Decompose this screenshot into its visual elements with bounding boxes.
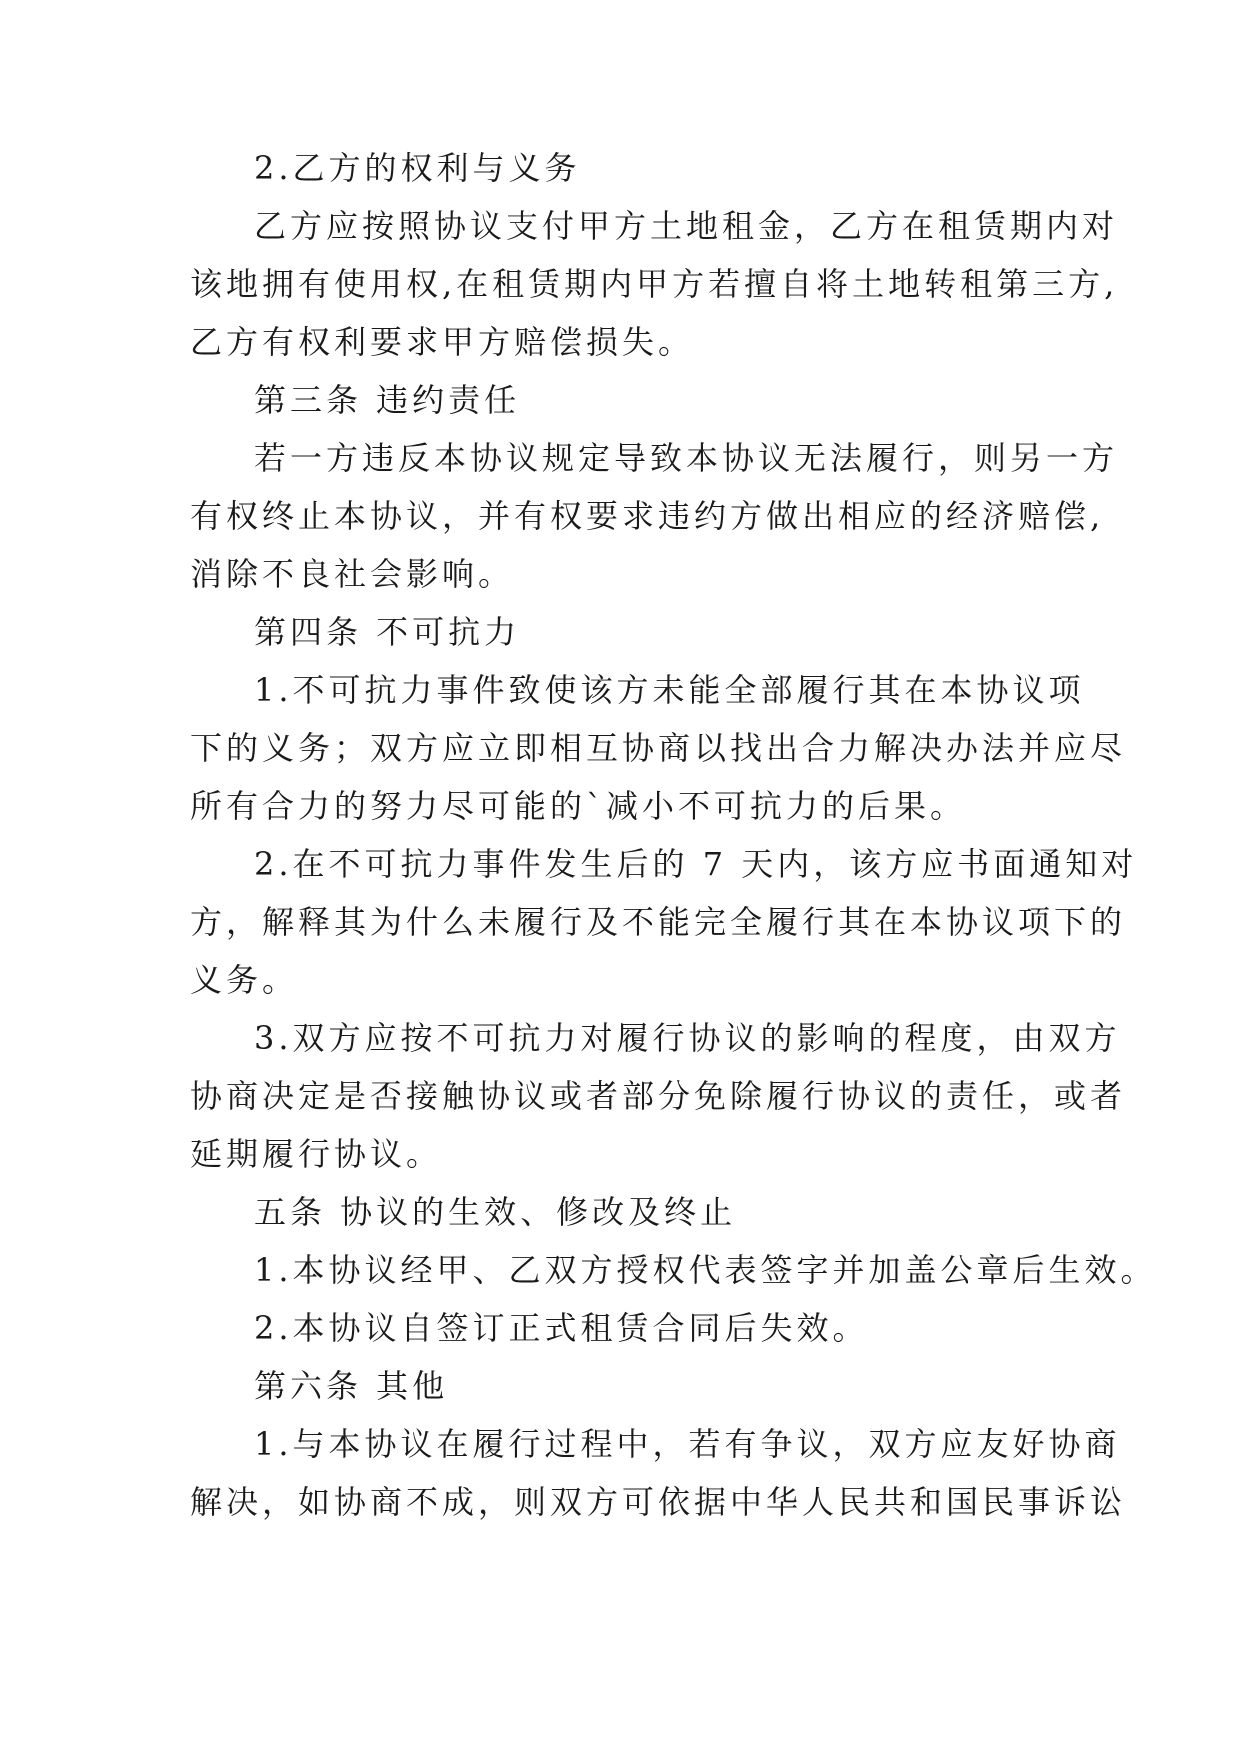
paragraph-line: 2.本协议自签订正式租赁合同后失效。 [254, 1309, 869, 1347]
section-heading: 第六条 其他 [254, 1367, 449, 1405]
paragraph-line: 解决，如协商不成，则双方可依据中华人民共和国民事诉讼 [190, 1483, 1127, 1521]
paragraph-line: 若一方违反本协议规定导致本协议无法履行，则另一方 [254, 439, 1119, 477]
paragraph-line: 下的义务；双方应立即相互协商以找出合力解决办法并应尽 [190, 729, 1127, 767]
paragraph-line: 3.双方应按不可抗力对履行协议的影响的程度，由双方 [254, 1019, 1121, 1057]
paragraph-line: 义务。 [190, 961, 299, 999]
paragraph-line: 协商决定是否接触协议或者部分免除履行协议的责任，或者 [190, 1077, 1127, 1115]
paragraph-line: 2.在不可抗力事件发生后的 7 天内，该方应书面通知对 [254, 845, 1138, 883]
section-heading: 第三条 违约责任 [254, 381, 521, 419]
paragraph-line: 1.本协议经甲、乙双方授权代表签字并加盖公章后生效。 [254, 1251, 1157, 1289]
paragraph-line: 延期履行协议。 [190, 1135, 443, 1173]
paragraph-line: 所有合力的努力尽可能的`减小不可抗力的后果。 [190, 787, 967, 825]
paragraph-line: 1.不可抗力事件致使该方未能全部履行其在本协议项 [254, 671, 1085, 709]
paragraph-line: 有权终止本协议，并有权要求违约方做出相应的经济赔偿, [190, 497, 1105, 535]
paragraph-line: 乙方应按照协议支付甲方土地租金，乙方在租赁期内对 [254, 207, 1119, 245]
section-heading: 第四条 不可抗力 [254, 613, 521, 651]
section-heading: 五条 协议的生效、修改及终止 [254, 1193, 737, 1231]
paragraph-line: 方，解释其为什么未履行及不能完全履行其在本协议项下的 [190, 903, 1127, 941]
section-heading: 2.乙方的权利与义务 [254, 149, 581, 187]
paragraph-line: 消除不良社会影响。 [190, 555, 515, 593]
paragraph-line: 该地拥有使用权,在租赁期内甲方若擅自将土地转租第三方, [190, 265, 1119, 303]
paragraph-line: 1.与本协议在履行过程中，若有争议，双方应友好协商 [254, 1425, 1121, 1463]
paragraph-line: 乙方有权利要求甲方赔偿损失。 [190, 323, 695, 361]
